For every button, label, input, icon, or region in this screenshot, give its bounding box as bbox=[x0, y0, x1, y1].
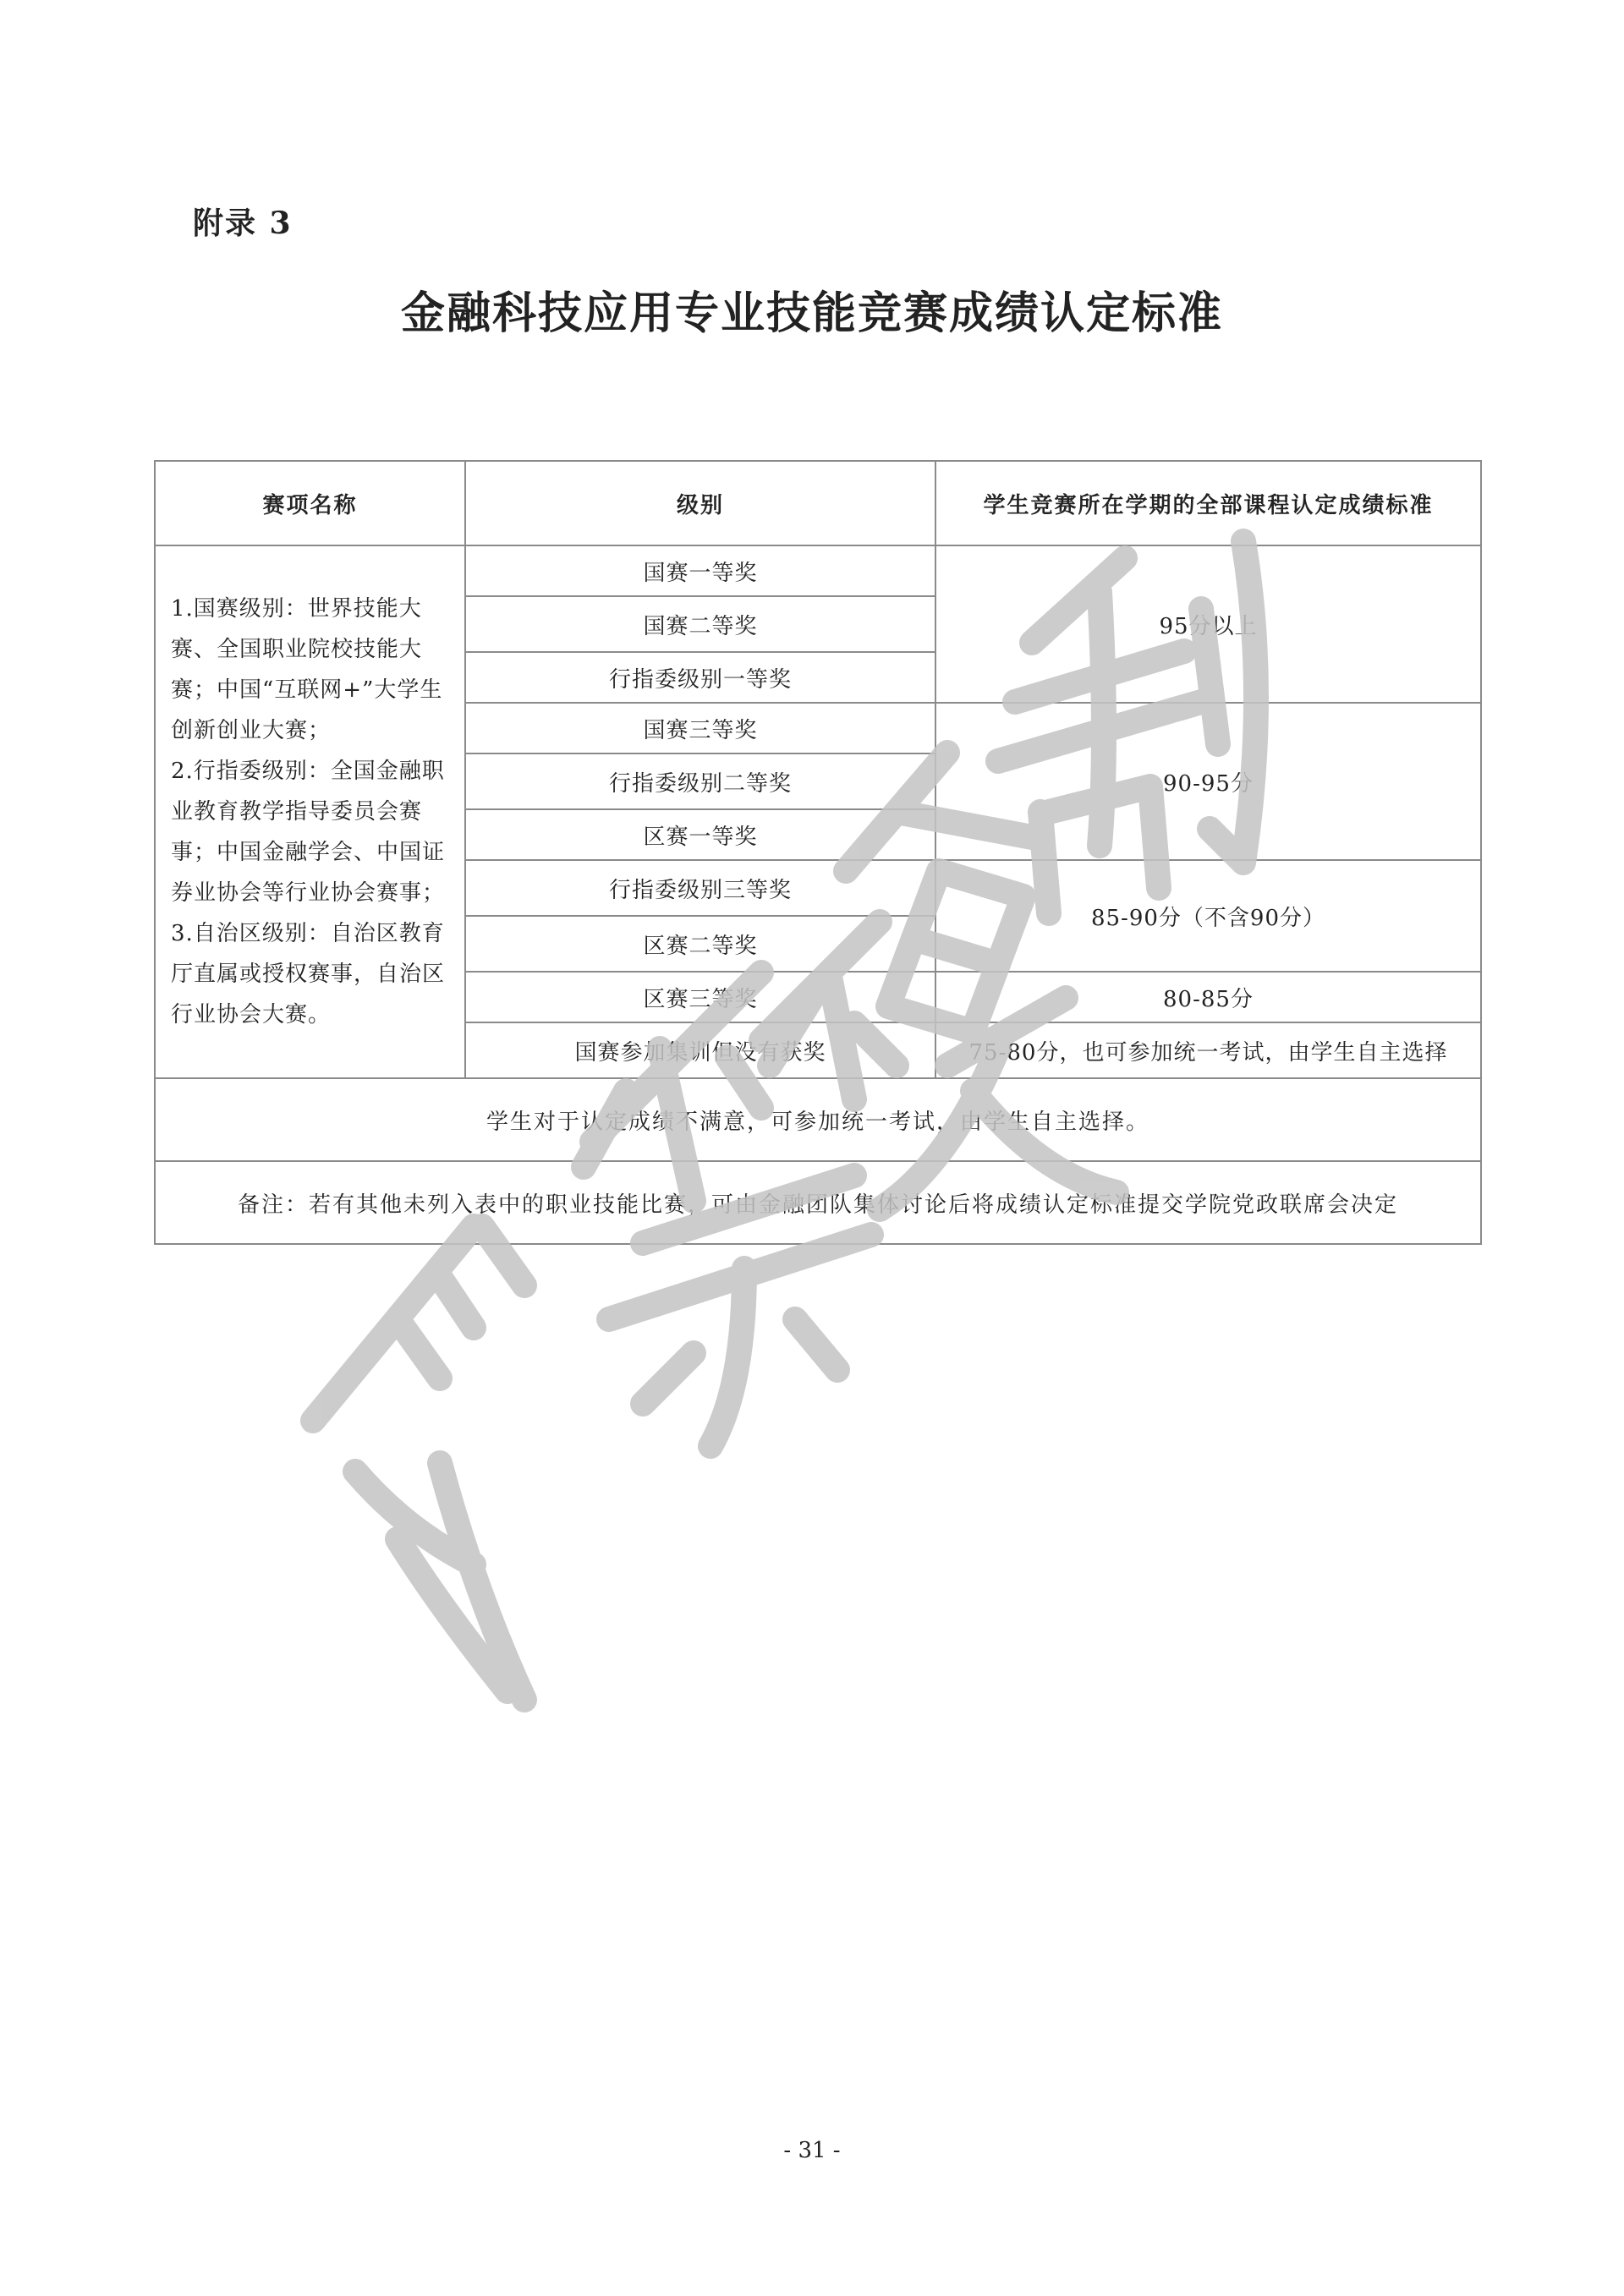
remark-note: 备注：若有其他未列入表中的职业技能比赛，可由金融团队集体讨论后将成绩认定标准提交学院党政联席会决定 bbox=[155, 1161, 1481, 1244]
level-cell: 区赛三等奖 bbox=[465, 972, 935, 1022]
level-cell: 国赛三等奖 bbox=[465, 703, 935, 753]
watermark-glyph-1 bbox=[313, 1226, 524, 1700]
level-cell: 国赛参加集训但没有获奖 bbox=[465, 1022, 935, 1078]
table-row bbox=[155, 1078, 1481, 1161]
page-number: - 31 - bbox=[783, 2138, 841, 2163]
dissatisfied-note: 学生对于认定成绩不满意，可参加统一考试，由学生自主选择。 bbox=[155, 1078, 1481, 1161]
level-cell: 行指委级别三等奖 bbox=[465, 860, 935, 916]
category-line: 2.行指委级别：全国金融职 bbox=[171, 759, 445, 784]
header-score-standard: 学生竞赛所在学期的全部课程认定成绩标准 bbox=[935, 461, 1481, 545]
level-cell: 国赛二等奖 bbox=[465, 596, 935, 652]
level-cell: 区赛一等奖 bbox=[465, 809, 935, 860]
category-line: 创新创业大赛； bbox=[171, 718, 332, 743]
category-line: 3.自治区级别：自治区教育 bbox=[171, 921, 445, 946]
category-line: 业教育教学指导委员会赛 bbox=[171, 799, 423, 825]
appendix-label: 附录 3 bbox=[193, 205, 293, 241]
category-line: 行业协会大赛。 bbox=[171, 1002, 332, 1027]
event-category-description bbox=[155, 545, 465, 1078]
level-cell: 行指委级别二等奖 bbox=[465, 753, 935, 809]
level-cell: 行指委级别一等奖 bbox=[465, 652, 935, 703]
category-line: 券业协会等行业协会赛事； bbox=[171, 880, 446, 906]
table-header-row bbox=[155, 461, 1481, 545]
category-line: 事；中国金融学会、中国证 bbox=[171, 840, 446, 865]
category-line: 赛；中国“互联网+”大学生 bbox=[171, 677, 443, 703]
header-event-name: 赛项名称 bbox=[155, 461, 465, 545]
score-cell: 80-85分 bbox=[935, 972, 1481, 1022]
category-line: 1.国赛级别：世界技能大 bbox=[171, 596, 422, 622]
score-cell: 75-80分，也可参加统一考试，由学生自主选择 bbox=[935, 1022, 1481, 1078]
category-line: 厅直属或授权赛事，自治区 bbox=[171, 962, 446, 987]
page-title: 金融科技应用专业技能竞赛成绩认定标准 bbox=[400, 288, 1223, 339]
score-cell: 90-95分 bbox=[935, 703, 1481, 860]
table-row bbox=[155, 545, 1481, 596]
level-cell: 国赛一等奖 bbox=[465, 545, 935, 596]
standards-table bbox=[154, 460, 1482, 1245]
table-row bbox=[155, 1161, 1481, 1244]
score-cell: 95分以上 bbox=[935, 545, 1481, 703]
score-cell: 85-90分（不含90分） bbox=[935, 860, 1481, 972]
category-line: 赛、全国职业院校技能大 bbox=[171, 637, 423, 662]
level-cell: 区赛二等奖 bbox=[465, 916, 935, 972]
header-level: 级别 bbox=[465, 461, 935, 545]
